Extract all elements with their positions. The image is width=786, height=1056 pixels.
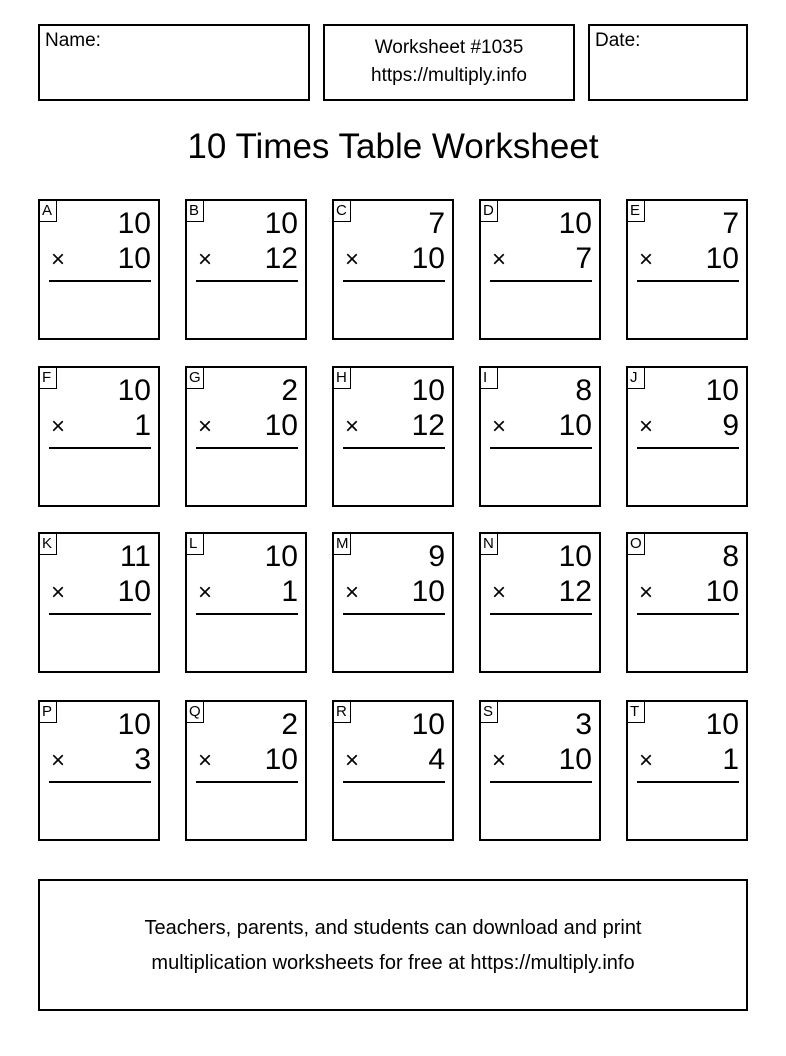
problem-letter-label: K <box>39 533 57 555</box>
answer-line <box>490 447 592 449</box>
multiplier: 10 <box>411 575 445 608</box>
problem-letter-label: E <box>627 200 645 222</box>
multiply-sign: × <box>639 246 654 273</box>
problem-card <box>479 532 601 673</box>
multiplier: 12 <box>411 409 445 442</box>
worksheet-info-box <box>323 24 575 101</box>
problem-letter-label: I <box>480 367 498 389</box>
answer-line <box>637 613 739 615</box>
multiplicand: 10 <box>117 708 151 741</box>
problem-card <box>332 366 454 507</box>
multiply-sign: × <box>198 579 213 606</box>
problem-letter-label: Q <box>186 701 204 723</box>
problem-card <box>332 700 454 841</box>
footer-line-2: multiplication worksheets for free at https://multiply.info <box>151 952 635 974</box>
multiplicand: 7 <box>722 207 739 240</box>
problem-letter-label: N <box>480 533 498 555</box>
multiplicand: 10 <box>411 708 445 741</box>
multiplier: 10 <box>117 242 151 275</box>
multiplicand: 10 <box>117 374 151 407</box>
multiply-sign: × <box>492 579 507 606</box>
answer-line <box>196 613 298 615</box>
multiply-sign: × <box>345 579 360 606</box>
multiplier: 10 <box>264 409 298 442</box>
multiplicand: 10 <box>558 207 592 240</box>
answer-line <box>490 781 592 783</box>
multiply-sign: × <box>345 246 360 273</box>
worksheet-number: Worksheet #1035 <box>374 37 524 58</box>
answer-line <box>637 280 739 282</box>
problem-card <box>38 532 160 673</box>
problem-card <box>185 700 307 841</box>
problem-letter-label: S <box>480 701 498 723</box>
multiply-sign: × <box>639 413 654 440</box>
problem-card <box>479 700 601 841</box>
answer-line <box>196 447 298 449</box>
multiply-sign: × <box>345 413 360 440</box>
multiplier: 1 <box>134 409 151 442</box>
multiplicand: 10 <box>705 708 739 741</box>
problem-card <box>38 700 160 841</box>
multiplier: 10 <box>411 242 445 275</box>
multiplicand: 10 <box>705 374 739 407</box>
problem-letter-label: T <box>627 701 645 723</box>
problem-card <box>185 366 307 507</box>
multiplicand: 8 <box>722 540 739 573</box>
multiply-sign: × <box>492 747 507 774</box>
multiply-sign: × <box>198 413 213 440</box>
footer-line-1: Teachers, parents, and students can download and print <box>144 917 642 939</box>
name-label: Name: <box>45 30 101 51</box>
problem-letter-label: A <box>39 200 57 222</box>
worksheet-url: https://multiply.info <box>371 65 527 86</box>
problem-card <box>332 199 454 340</box>
problem-card <box>332 532 454 673</box>
answer-line <box>637 781 739 783</box>
multiplier: 10 <box>264 743 298 776</box>
multiplier: 1 <box>722 743 739 776</box>
multiplicand: 8 <box>575 374 592 407</box>
problem-letter-label: P <box>39 701 57 723</box>
answer-line <box>343 280 445 282</box>
problem-card <box>38 366 160 507</box>
multiplier: 10 <box>558 409 592 442</box>
multiplier: 3 <box>134 743 151 776</box>
answer-line <box>490 613 592 615</box>
problem-letter-label: D <box>480 200 498 222</box>
multiplicand: 10 <box>117 207 151 240</box>
multiplier: 10 <box>117 575 151 608</box>
multiply-sign: × <box>51 413 66 440</box>
answer-line <box>49 280 151 282</box>
multiply-sign: × <box>492 413 507 440</box>
problem-card <box>626 199 748 340</box>
problem-letter-label: J <box>627 367 645 389</box>
problem-letter-label: M <box>333 533 351 555</box>
multiply-sign: × <box>198 747 213 774</box>
page-title: 10 Times Table Worksheet <box>187 127 599 166</box>
multiply-sign: × <box>51 747 66 774</box>
multiply-sign: × <box>345 747 360 774</box>
multiplicand: 2 <box>281 374 298 407</box>
answer-line <box>343 447 445 449</box>
answer-line <box>196 280 298 282</box>
multiplicand: 10 <box>264 540 298 573</box>
problem-letter-label: F <box>39 367 57 389</box>
problem-card <box>479 366 601 507</box>
multiply-sign: × <box>639 579 654 606</box>
multiplicand: 3 <box>575 708 592 741</box>
answer-line <box>490 280 592 282</box>
problem-card <box>626 532 748 673</box>
multiplier: 4 <box>428 743 445 776</box>
multiplicand: 7 <box>428 207 445 240</box>
multiply-sign: × <box>492 246 507 273</box>
problem-card <box>185 532 307 673</box>
problem-letter-label: H <box>333 367 351 389</box>
name-field-box <box>38 24 310 101</box>
answer-line <box>49 781 151 783</box>
multiply-sign: × <box>51 246 66 273</box>
date-label: Date: <box>595 30 641 51</box>
footer-box <box>38 879 748 1011</box>
multiplier: 7 <box>575 242 592 275</box>
multiplier: 9 <box>722 409 739 442</box>
multiply-sign: × <box>639 747 654 774</box>
problem-letter-label: L <box>186 533 204 555</box>
problem-card <box>626 700 748 841</box>
problem-letter-label: G <box>186 367 204 389</box>
multiplicand: 10 <box>558 540 592 573</box>
problem-card <box>185 199 307 340</box>
multiplicand: 2 <box>281 708 298 741</box>
answer-line <box>343 613 445 615</box>
problem-card <box>626 366 748 507</box>
problem-letter-label: B <box>186 200 204 222</box>
multiplier: 10 <box>705 575 739 608</box>
multiplier: 10 <box>705 242 739 275</box>
multiplier: 1 <box>281 575 298 608</box>
answer-line <box>343 781 445 783</box>
multiplicand: 10 <box>264 207 298 240</box>
multiplicand: 10 <box>411 374 445 407</box>
multiply-sign: × <box>198 246 213 273</box>
answer-line <box>196 781 298 783</box>
answer-line <box>637 447 739 449</box>
problem-card <box>479 199 601 340</box>
multiplier: 12 <box>558 575 592 608</box>
problem-card <box>38 199 160 340</box>
answer-line <box>49 447 151 449</box>
date-field-box <box>588 24 748 101</box>
multiply-sign: × <box>51 579 66 606</box>
problem-letter-label: O <box>627 533 645 555</box>
problem-letter-label: C <box>333 200 351 222</box>
multiplicand: 11 <box>119 540 151 573</box>
multiplicand: 9 <box>428 540 445 573</box>
problem-letter-label: R <box>333 701 351 723</box>
answer-line <box>49 613 151 615</box>
multiplier: 12 <box>264 242 298 275</box>
multiplier: 10 <box>558 743 592 776</box>
